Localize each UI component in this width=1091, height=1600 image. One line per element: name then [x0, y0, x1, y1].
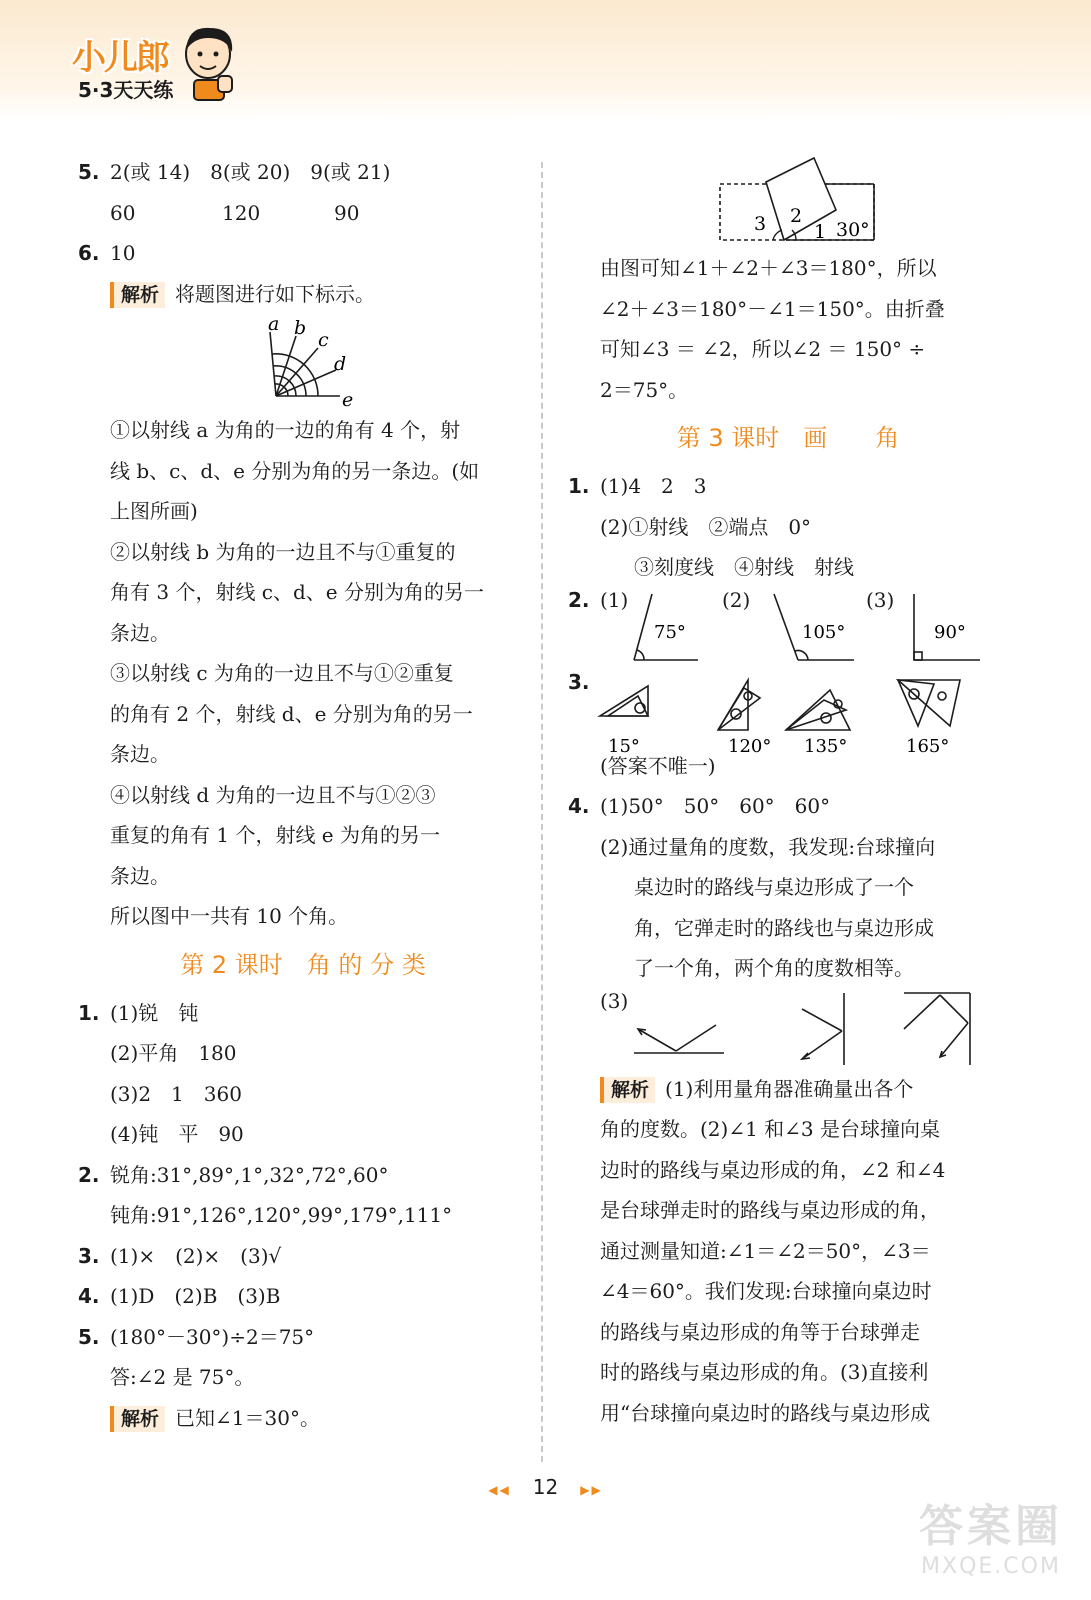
series-name: 5·3天天练: [78, 78, 174, 102]
q6-line: 角有 3 个，射线 c、d、e 分别为角的另一: [110, 580, 484, 604]
section-title-2: 第 2 课时 角 的 分 类: [180, 950, 426, 979]
s2q2-line: 2. 锐角:31°,89°,1°,32°,72°,60°: [78, 1162, 389, 1187]
section-title-3: 第 3 课时 画 角: [676, 424, 900, 452]
s3q4-analysis: 边时的路线与桌边形成的角，∠2 和∠4: [600, 1157, 946, 1182]
q6-line: ①以射线 a 为角的一边的角有 4 个，射: [110, 418, 461, 442]
s2q1-line: (2)平角 180: [110, 1041, 237, 1065]
s3q4-analysis: 的路线与桌边形成的角等于台球弹走: [600, 1319, 920, 1344]
s3q4-analysis: 通过测量知道:∠1＝∠2＝50°，∠3＝: [600, 1238, 931, 1263]
fold-line: ∠2＋∠3＝180°－∠1＝150°。由折叠: [600, 296, 945, 321]
s3q4-analysis: 角的度数。(2)∠1 和∠3 是台球撞向桌: [600, 1117, 941, 1141]
s3q4-p2: 角，它弹走时的路线也与桌边形成: [634, 915, 934, 940]
svg-text:165°: 165°: [906, 735, 950, 757]
q6-line: ②以射线 b 为角的一边且不与①重复的: [110, 539, 456, 564]
prev-arrows-icon: ◀◀: [488, 1483, 511, 1497]
s2q5-line: 答:∠2 是 75°。: [110, 1365, 255, 1389]
s3q4-analysis-head: 解析 (1)利用量角器准确量出各个: [568, 1069, 1008, 1110]
s3q3-note: (答案不唯一): [600, 753, 716, 778]
s2q2-line: 钝角:91°,126°,120°,99°,179°,111°: [110, 1203, 453, 1227]
ray-label-a: a: [268, 314, 280, 335]
svg-text:120°: 120°: [728, 735, 772, 757]
watermark-logo: 答案圈: [919, 1501, 1063, 1552]
q6-line: 条边。: [110, 620, 170, 645]
s3q4-analysis: ∠4＝60°。我们发现:台球撞向桌边时: [600, 1279, 932, 1303]
column-divider: [541, 162, 543, 1462]
analysis-tag: 解析: [600, 1077, 655, 1103]
left-column: [78, 152, 528, 1438]
watermark: [919, 1490, 1063, 1579]
drawn-angles: [568, 588, 1008, 670]
s2q3-line: 3. (1)× (2)× (3)√: [78, 1243, 282, 1268]
q6-line: 的角有 2 个，射线 d、e 分别为角的另一: [110, 701, 473, 726]
s3q4-p2: 了一个角，两个角的度数相等。: [634, 956, 914, 980]
s3q4-analysis: 时的路线与桌边形成的角。(3)直接利: [600, 1360, 929, 1384]
page-number: 12: [532, 1475, 559, 1499]
svg-text:105°: 105°: [802, 621, 846, 643]
s3q3-row: 3. 15° 120° 135° 165°: [568, 670, 1008, 768]
s3q4-analysis: 用“台球撞向桌边时的路线与桌边形成: [600, 1400, 931, 1425]
analysis-tag: 解析: [110, 1406, 165, 1432]
ray-label-c: c: [318, 329, 329, 351]
s3q4-p2: (2)通过量角的度数，我发现:台球撞向: [600, 834, 936, 859]
s3q1-line: ③刻度线 ④射线 射线: [634, 555, 854, 579]
fold-label-30: 30°: [836, 219, 870, 241]
watermark-url: MXQE.COM: [921, 1554, 1061, 1579]
svg-text:135°: 135°: [804, 735, 848, 757]
q5-row1: 5. 2(或 14) 8(或 20) 9(或 21): [78, 160, 391, 184]
q6-line: 线 b、c、d、e 分别为角的另一条边。(如: [110, 458, 480, 483]
fold-line: 由图可知∠1＋∠2＋∠3＝180°，所以: [600, 256, 937, 280]
svg-text:75°: 75°: [654, 621, 686, 643]
q6-line: 条边。: [110, 863, 170, 888]
s3q4-p2: 桌边时的路线与桌边形成了一个: [634, 875, 914, 899]
s3q1-line: 1. (1)4 2 3: [568, 474, 707, 498]
right-column: [568, 152, 1008, 1433]
fold-label-1: 1: [814, 221, 827, 243]
q6-analysis-head: 解析 将题图进行如下标示。: [78, 274, 528, 315]
billiard-paths: [568, 989, 1008, 1069]
fold-line: 可知∠3 ＝ ∠2，所以∠2 ＝ 150° ÷: [600, 337, 926, 361]
brand-logo: 小儿郎: [72, 38, 168, 78]
fold-line: 2＝75°。: [600, 377, 689, 402]
q6-line: ④以射线 d 为角的一边且不与①②③: [110, 782, 436, 807]
q5-row2: 60 120 90: [110, 200, 360, 225]
ray-label-d: d: [334, 353, 347, 375]
s3q4-analysis: 是台球弹走时的路线与桌边形成的角，: [600, 1198, 940, 1222]
s2q1-line: 1. (1)锐 钝: [78, 1000, 199, 1025]
svg-text:15°: 15°: [608, 735, 640, 757]
fold-label-2: 2: [790, 205, 803, 227]
rays-figure: [78, 314, 528, 410]
svg-text:90°: 90°: [934, 621, 966, 643]
s2q1-line: (4)钝 平 90: [110, 1122, 244, 1146]
mascot-icon: [178, 24, 240, 102]
ray-label-e: e: [342, 389, 354, 410]
q6-line: 上图所画): [110, 499, 198, 523]
s2q5-analysis: 解析 已知∠1＝30°。: [78, 1398, 528, 1439]
q6-line: ③以射线 c 为角的一边且不与①②重复: [110, 661, 454, 685]
s2q1-line: (3)2 1 360: [110, 1081, 242, 1106]
q6-line: 重复的角有 1 个，射线 e 为角的另一: [110, 823, 440, 847]
s3q4-line: 4. (1)50° 50° 60° 60°: [568, 794, 831, 818]
q6-answer: 6. 10: [78, 241, 136, 265]
s3q4-p3-row: (3): [568, 989, 1008, 1069]
analysis-tag: 解析: [110, 282, 165, 308]
s3q2-row: 2. (1) (2) (3) 75° 105° 90°: [568, 588, 1008, 670]
ray-label-b: b: [294, 317, 307, 339]
q6-line: 所以图中一共有 10 个角。: [110, 904, 349, 928]
s2q4-line: 4. (1)D (2)B (3)B: [78, 1284, 281, 1308]
next-arrows-icon: ▶▶: [580, 1483, 603, 1497]
fold-figure: [568, 152, 1008, 248]
s2q5-line: 5. (180°－30°)÷2＝75°: [78, 1324, 315, 1349]
q6-line: 条边。: [110, 742, 170, 766]
s3q1-line: (2)①射线 ②端点 0°: [600, 514, 812, 539]
fold-label-3: 3: [754, 213, 767, 235]
